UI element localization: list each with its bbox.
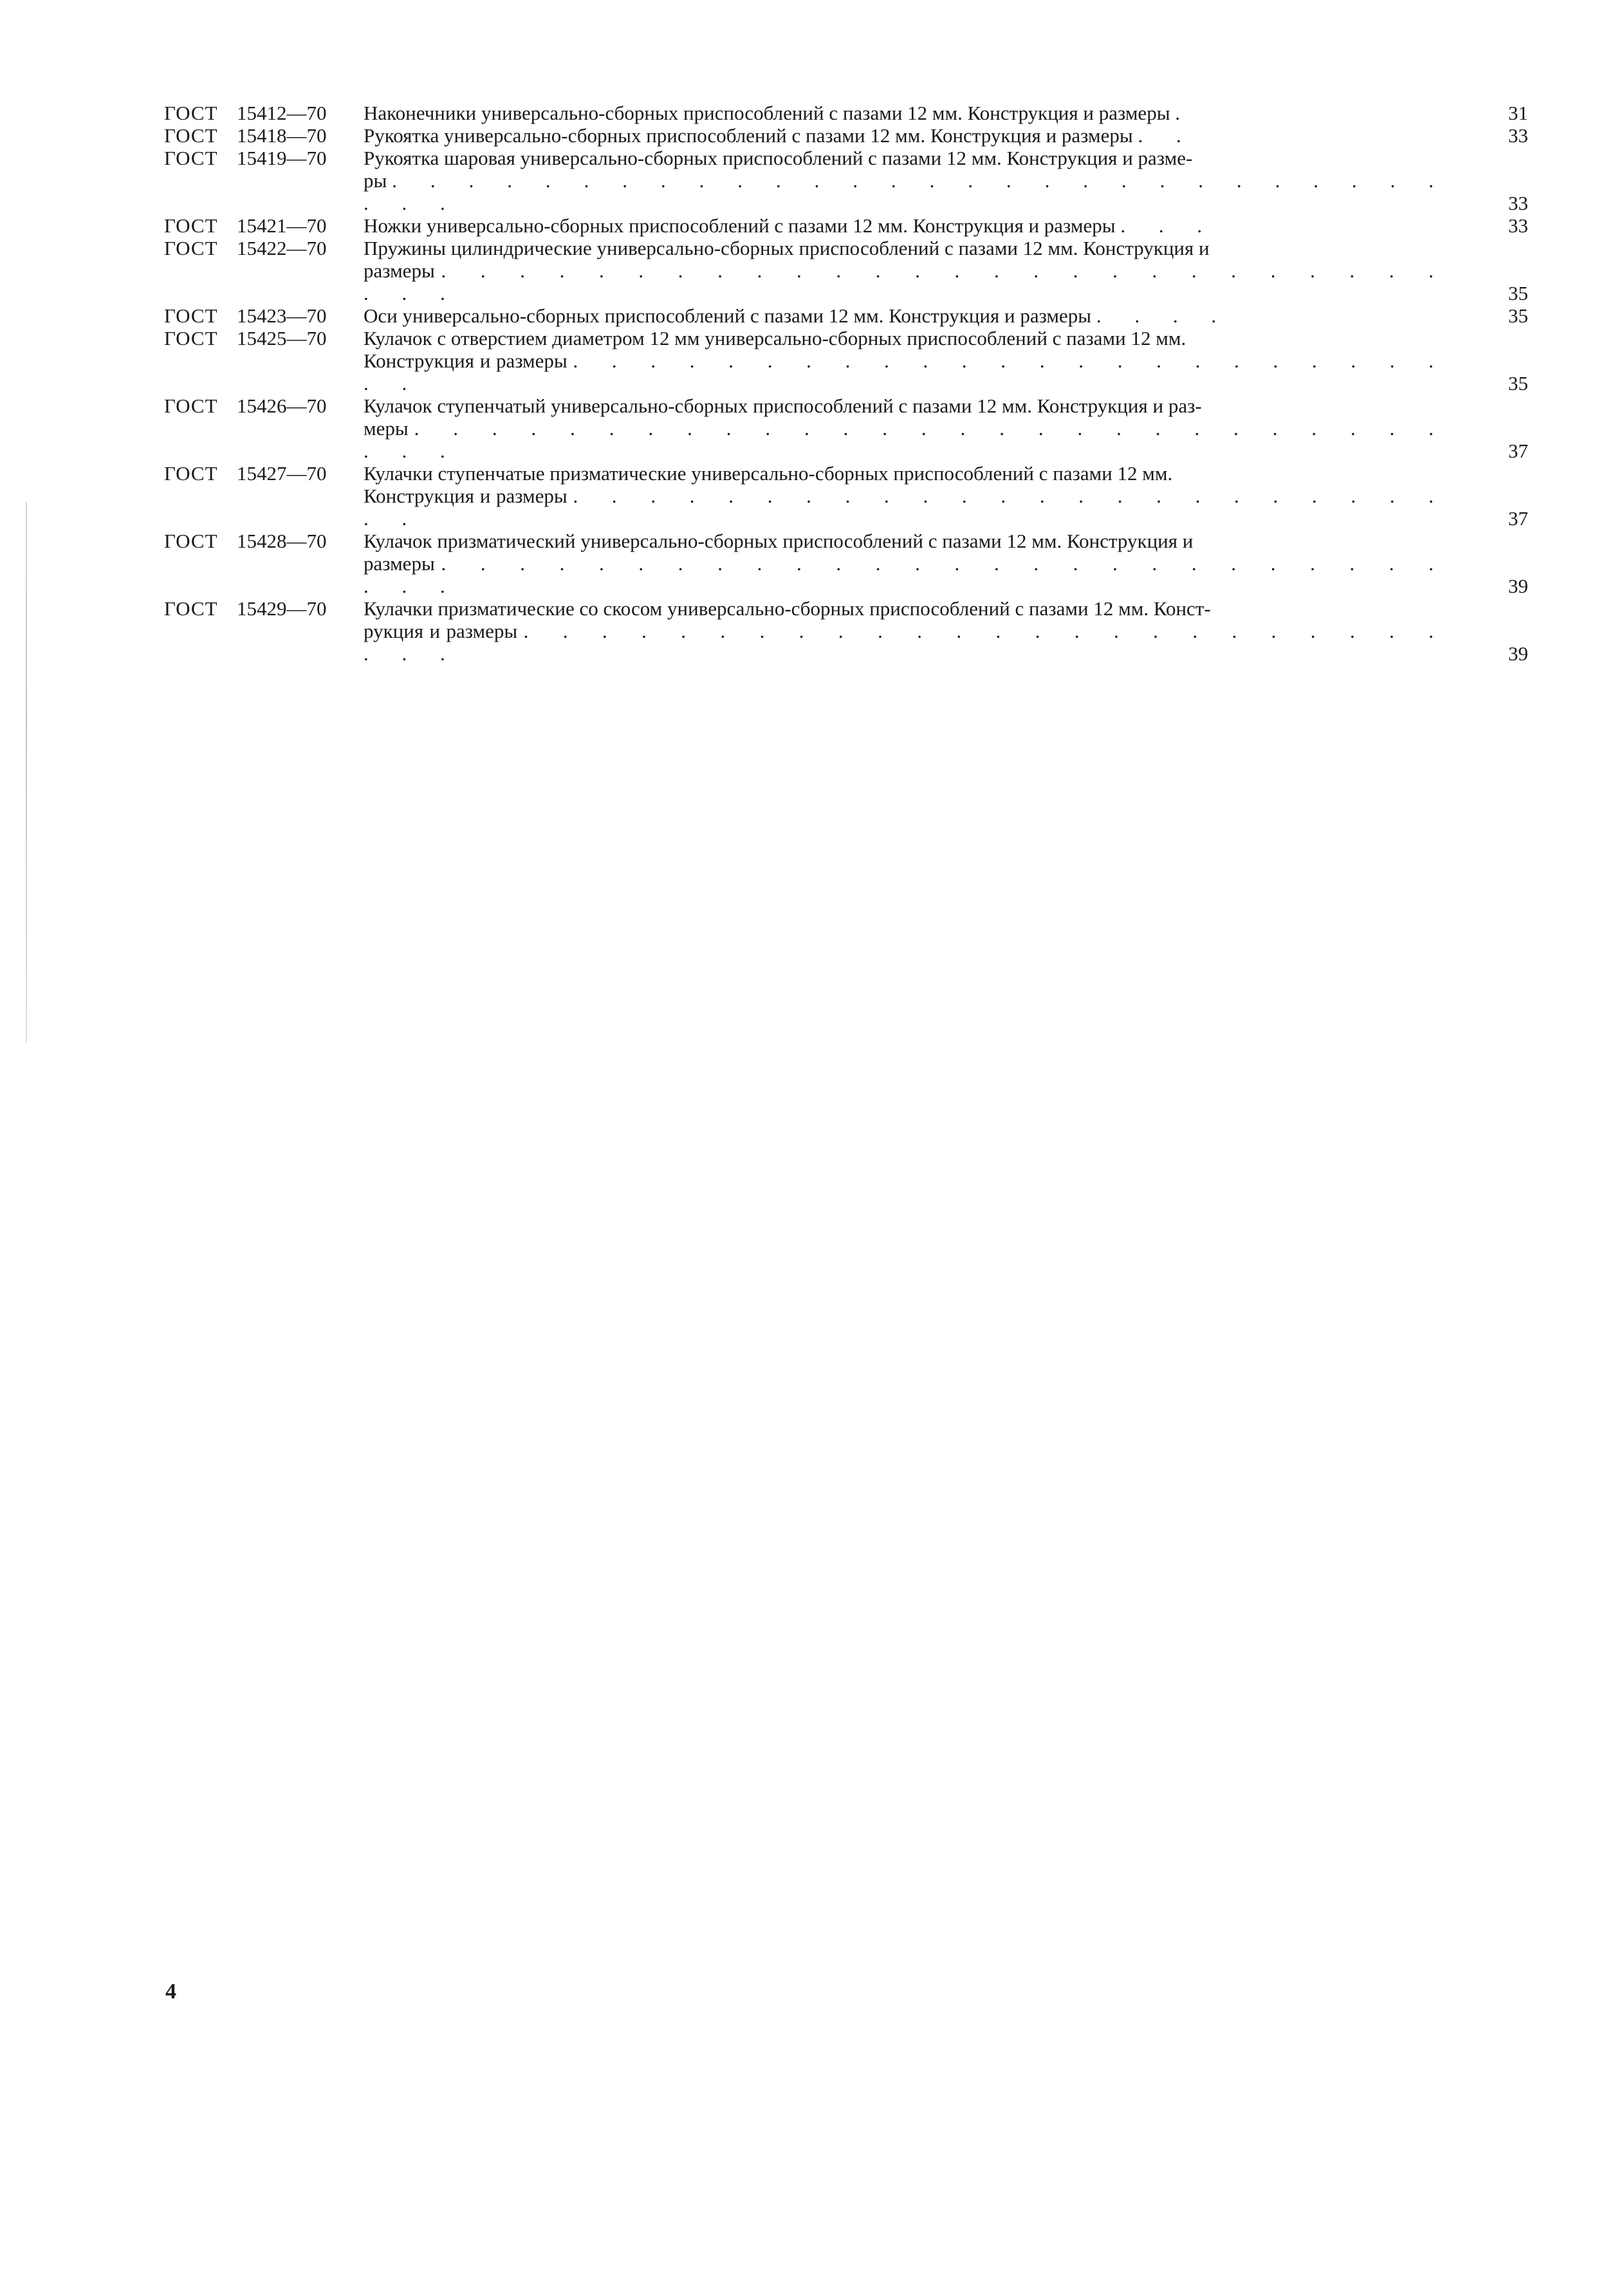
toc-entry: [164, 102, 1528, 124]
entry-title-line: Конструкция и размеры: [364, 349, 567, 372]
leader-dots: . .: [1138, 124, 1195, 147]
entry-title-line: Рукоятка универсально-сборных приспособлений с пазами 12 мм. Конструкция и размеры: [364, 124, 1133, 147]
leader-dots: . . . . . . . . . . . . . . . . . . . . . . . . .: [364, 349, 1448, 395]
toc-entry: [164, 395, 1528, 462]
standard-code: 15419—70: [237, 147, 327, 169]
entry-title-line: Наконечники универсально-сборных приспособлений с пазами 12 мм. Конструкция и размеры: [364, 102, 1170, 124]
entry-title-line: Кулачки ступенчатые призматические универсально-сборных приспособлений с пазами 12 мм.: [364, 462, 1173, 485]
toc-entry: [164, 147, 1528, 214]
toc-entry: [164, 597, 1528, 665]
entry-title-line: ры: [364, 169, 387, 192]
page-reference: 35: [1508, 372, 1528, 395]
entry-title-line: Кулачок призматический универсально-сборных приспособлений с пазами 12 мм. Конструкция и: [364, 530, 1194, 552]
entry-title: [364, 530, 1454, 597]
toc-entry: [164, 304, 1528, 327]
page-reference: 33: [1508, 124, 1528, 147]
leader-dots: . . .: [1120, 214, 1217, 237]
toc-entry: [164, 124, 1528, 147]
page-number: 4: [165, 1980, 176, 2003]
toc-entry: [164, 237, 1528, 304]
entry-title: [364, 102, 1454, 124]
leader-dots: . . . . . . . . . . . . . . . . . . . . . . . . . . .: [364, 620, 1448, 665]
entry-title: [364, 462, 1454, 530]
entry-title: [364, 327, 1454, 395]
entry-title: [364, 214, 1454, 237]
table-of-contents: [164, 102, 1528, 665]
page-reference: 35: [1508, 304, 1528, 327]
standard-code: 15429—70: [237, 597, 327, 620]
standard-code: 15421—70: [237, 214, 327, 237]
entry-title-line: Оси универсально-сборных приспособлений с пазами 12 мм. Конструкция и размеры: [364, 304, 1092, 327]
entry-title: [364, 395, 1454, 462]
leader-dots: . . . . . . . . . . . . . . . . . . . . . . . . .: [364, 485, 1448, 530]
entry-title-line: Кулачки призматические со скосом универсально-сборных приспособлений с пазами 12 мм. Конст-: [364, 597, 1211, 620]
page-reference: 37: [1508, 507, 1528, 530]
standard-prefix: ГОСТ: [164, 214, 218, 237]
standard-prefix: ГОСТ: [164, 462, 218, 485]
standard-code: 15428—70: [237, 530, 327, 552]
standard-code: 15427—70: [237, 462, 327, 485]
leader-dots: . . . . . . . . . . . . . . . . . . . . . . . . . . . . .: [364, 259, 1448, 304]
toc-entry: [164, 530, 1528, 597]
standard-code: 15426—70: [237, 395, 327, 417]
page-reference: 39: [1508, 642, 1528, 665]
leader-dots: .: [1175, 102, 1195, 124]
page-reference: 33: [1508, 192, 1528, 214]
standard-prefix: ГОСТ: [164, 102, 218, 124]
page-reference: 31: [1508, 102, 1528, 124]
page-reference: 35: [1508, 282, 1528, 304]
entry-title-line: размеры: [364, 552, 435, 575]
standard-prefix: ГОСТ: [164, 124, 218, 147]
entry-title-line: меры: [364, 417, 409, 440]
page-reference: 33: [1508, 214, 1528, 237]
standard-prefix: ГОСТ: [164, 237, 218, 259]
entry-title-line: Кулачок ступенчатый универсально-сборных приспособлений с пазами 12 мм. Конструкция и раз-: [364, 395, 1202, 417]
standard-code: 15418—70: [237, 124, 327, 147]
entry-title-line: Кулачок с отверстием диаметром 12 мм универсально-сборных приспособлений с пазами 12 мм.: [364, 327, 1186, 349]
standard-code: 15412—70: [237, 102, 327, 124]
standard-prefix: ГОСТ: [164, 395, 218, 417]
leader-dots: . . . . . . . . . . . . . . . . . . . . . . . . . . . . .: [364, 552, 1448, 597]
entry-title-line: Конструкция и размеры: [364, 485, 567, 507]
standard-prefix: ГОСТ: [164, 327, 218, 349]
standard-prefix: ГОСТ: [164, 530, 218, 552]
standard-code: 15422—70: [237, 237, 327, 259]
page-reference: 39: [1508, 575, 1528, 597]
standard-prefix: ГОСТ: [164, 597, 218, 620]
leader-dots: . . . . . . . . . . . . . . . . . . . . . . . . . . . . . . .: [364, 169, 1448, 214]
toc-entry: [164, 327, 1528, 395]
entry-title-line: размеры: [364, 259, 435, 282]
entry-title: [364, 304, 1454, 327]
entry-title: [364, 124, 1454, 147]
entry-title: [364, 597, 1454, 665]
page-reference: 37: [1508, 440, 1528, 462]
entry-title-line: Ножки универсально-сборных приспособлений с пазами 12 мм. Конструкция и размеры: [364, 214, 1116, 237]
entry-title: [364, 237, 1454, 304]
standard-prefix: ГОСТ: [164, 304, 218, 327]
entry-title: [364, 147, 1454, 214]
entry-title-line: Рукоятка шаровая универсально-сборных приспособлений с пазами 12 мм. Конструкция и разме-: [364, 147, 1193, 169]
toc-entry: [164, 462, 1528, 530]
standard-prefix: ГОСТ: [164, 147, 218, 169]
scan-margin-mark: [26, 502, 27, 1043]
leader-dots: . . . . . . . . . . . . . . . . . . . . . . . . . . . . . .: [364, 417, 1448, 462]
entry-title-line: Пружины цилиндрические универсально-сборных приспособлений с пазами 12 мм. Конструкция и: [364, 237, 1210, 259]
leader-dots: . . . .: [1096, 304, 1231, 327]
standard-code: 15425—70: [237, 327, 327, 349]
standard-code: 15423—70: [237, 304, 327, 327]
toc-entry: [164, 214, 1528, 237]
entry-title-line: рукция и размеры: [364, 620, 518, 642]
